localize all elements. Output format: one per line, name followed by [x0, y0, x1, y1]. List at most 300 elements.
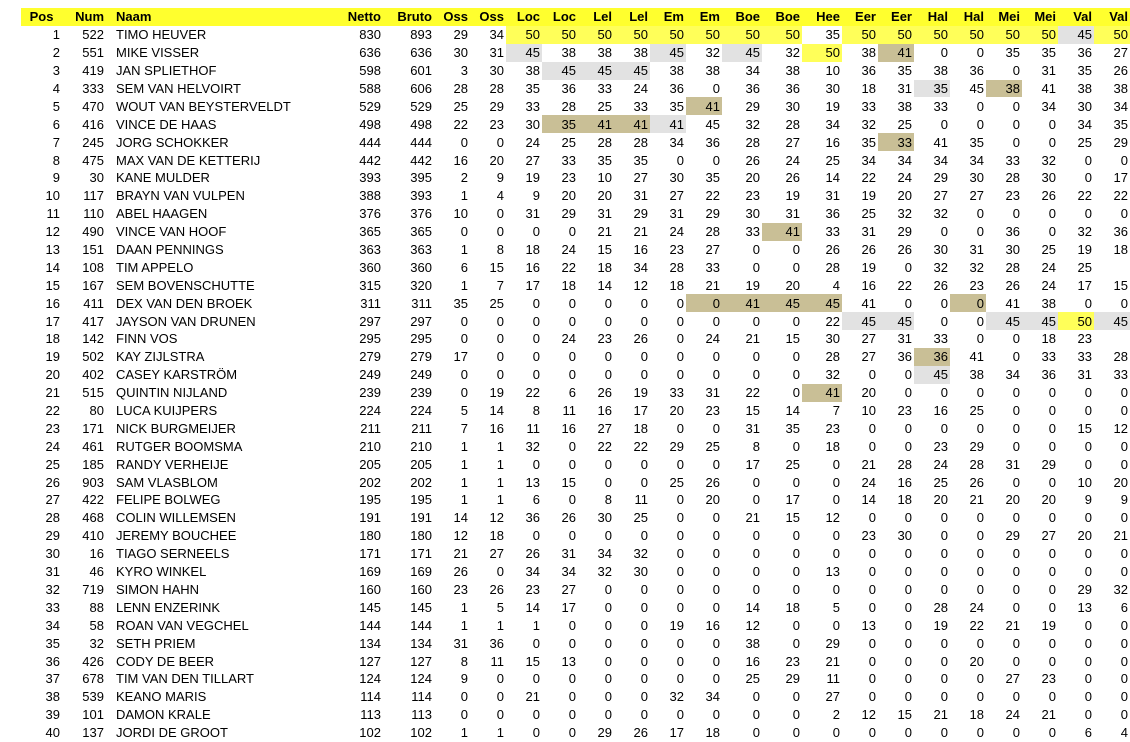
score-cell: 31: [669, 206, 684, 222]
rider-name-cell: SAM VLASBLOM: [116, 474, 218, 490]
score-cell: 0: [792, 438, 800, 454]
score-cell: 33: [705, 259, 720, 275]
score-cell: 24: [561, 242, 576, 258]
score-cell: 0: [712, 581, 720, 597]
rider-name-cell: SEM BOVENSCHUTTE: [116, 277, 255, 293]
score-cell: 35: [785, 420, 800, 436]
score-cell: 41: [1041, 81, 1056, 96]
score-cell: 25: [825, 152, 840, 168]
number-cell: 117: [83, 188, 104, 204]
score-cell: 34: [897, 152, 912, 168]
score-cell: 29: [1113, 134, 1128, 150]
score-cell: 17: [561, 599, 576, 615]
position-cell: 6: [52, 116, 60, 132]
number-cell: 108: [82, 259, 104, 275]
column-header: Naam: [106, 8, 332, 26]
number-cell: 461: [82, 438, 104, 454]
score-cell: 0: [832, 617, 840, 633]
score-cell: 0: [1012, 403, 1020, 419]
score-cell: 20: [785, 277, 800, 293]
score-cell: 0: [904, 671, 912, 687]
column-header: Oss: [434, 8, 470, 26]
score-cell: 0: [752, 492, 760, 508]
table-row: [21, 527, 1130, 545]
score-cell: 393: [359, 170, 381, 186]
score-cell: 29: [633, 206, 648, 222]
score-cell: 27: [933, 188, 948, 204]
number-cell: 470: [82, 98, 104, 114]
score-cell: 0: [676, 528, 684, 544]
number-cell: 515: [82, 385, 104, 401]
score-cell: 0: [792, 367, 800, 383]
position-cell: 13: [45, 242, 60, 258]
score-cell: 45: [1022, 312, 1058, 330]
score-cell: 34: [669, 134, 684, 150]
table-row: [21, 706, 1130, 724]
score-cell: 0: [496, 689, 504, 705]
score-cell: 0: [1120, 510, 1128, 526]
rider-name-cell: TIM APPELO: [116, 259, 194, 275]
score-cell: 20: [597, 188, 612, 204]
score-cell: 0: [676, 295, 684, 311]
score-cell: 16: [525, 259, 540, 275]
score-cell: 0: [752, 581, 760, 597]
table-row: [21, 223, 1130, 241]
score-cell: 28: [969, 456, 984, 472]
score-cell: 26: [633, 725, 648, 741]
score-cell: 0: [752, 725, 760, 741]
score-cell: 0: [1012, 581, 1020, 597]
score-cell: 0: [1084, 170, 1092, 186]
score-cell: 0: [676, 313, 684, 329]
score-cell: 0: [832, 546, 840, 562]
score-cell: 28: [745, 134, 760, 150]
score-cell: 0: [712, 671, 720, 687]
score-cell: 0: [1084, 707, 1092, 723]
score-cell: 0: [640, 474, 648, 490]
score-cell: 26: [1005, 277, 1020, 293]
number-cell: 475: [82, 152, 104, 168]
score-cell: 0: [792, 689, 800, 705]
score-cell: 24: [969, 599, 984, 615]
position-cell: 14: [45, 259, 60, 275]
score-cell: 0: [640, 635, 648, 651]
position-cell: 29: [45, 528, 60, 544]
score-cell: 16: [453, 152, 468, 168]
score-cell: 20: [669, 403, 684, 419]
score-cell: 0: [1012, 564, 1020, 580]
score-cell: 0: [1012, 63, 1020, 79]
score-cell: 169: [410, 564, 432, 580]
score-cell: 16: [933, 403, 948, 419]
score-cell: 28: [1113, 349, 1128, 365]
score-cell: 0: [1012, 385, 1020, 401]
score-cell: 0: [904, 546, 912, 562]
score-cell: 33: [597, 81, 612, 96]
score-cell: 11: [634, 492, 648, 508]
score-cell: 1: [460, 188, 468, 204]
score-cell: 0: [792, 725, 800, 741]
score-cell: 28: [597, 134, 612, 150]
score-cell: 0: [1012, 134, 1020, 150]
score-cell: 20: [745, 170, 760, 186]
score-cell: 11: [490, 653, 504, 669]
score-cell: 279: [410, 349, 432, 365]
table-row: [21, 115, 1130, 133]
score-cell: 32: [633, 546, 648, 562]
score-cell: 0: [752, 564, 760, 580]
score-cell: 38: [597, 45, 612, 61]
rider-name-cell: TIAGO SERNEELS: [116, 546, 230, 562]
score-cell: 0: [712, 367, 720, 383]
score-cell: 0: [568, 224, 576, 240]
position-cell: 3: [52, 63, 60, 79]
score-cell: 4: [1120, 725, 1128, 741]
score-cell: 23: [561, 170, 576, 186]
number-cell: 151: [82, 242, 104, 258]
score-cell: 33: [745, 224, 760, 240]
score-cell: 34: [933, 152, 948, 168]
score-cell: 0: [532, 349, 540, 365]
score-cell: 17: [633, 403, 648, 419]
score-cell: 36: [897, 349, 912, 365]
score-cell: 0: [904, 581, 912, 597]
score-cell: 0: [568, 617, 576, 633]
score-cell: 2: [832, 707, 840, 723]
position-cell: 23: [45, 420, 60, 436]
score-cell: 23: [745, 188, 760, 204]
score-cell: 0: [676, 349, 684, 365]
score-cell: 15: [1077, 420, 1092, 436]
score-cell: 311: [360, 295, 381, 311]
score-cell: 0: [1048, 438, 1056, 454]
score-cell: 210: [359, 438, 381, 454]
score-cell: 0: [1084, 564, 1092, 580]
score-cell: 0: [940, 420, 948, 436]
score-cell: 7: [460, 420, 468, 436]
score-cell: 195: [359, 492, 381, 508]
score-cell: 28: [669, 259, 684, 275]
position-cell: 5: [52, 98, 60, 114]
table-row: [21, 205, 1130, 223]
score-cell: 33: [933, 98, 948, 114]
score-cell: 0: [1012, 653, 1020, 669]
number-cell: 333: [82, 81, 104, 96]
score-cell: 19: [669, 617, 684, 633]
score-cell: 27: [969, 188, 984, 204]
score-cell: 27: [1113, 45, 1128, 61]
score-cell: 0: [676, 510, 684, 526]
score-cell: 0: [604, 617, 612, 633]
score-cell: 32: [597, 564, 612, 580]
score-cell: 12: [825, 510, 840, 526]
score-cell: 30: [825, 81, 840, 96]
score-cell: 24: [633, 81, 648, 96]
score-cell: 45: [842, 312, 878, 330]
rider-name-cell: SEM VAN HELVOIRT: [116, 81, 241, 96]
score-cell: 41: [578, 115, 614, 133]
score-cell: 205: [410, 456, 432, 472]
score-cell: 113: [411, 707, 432, 723]
score-cell: 0: [640, 295, 648, 311]
score-cell: 30: [1041, 170, 1056, 186]
score-cell: 25: [785, 456, 800, 472]
score-cell: 0: [460, 689, 468, 705]
rider-name-cell: JAN SPLIETHOF: [116, 63, 217, 79]
number-cell: 490: [82, 224, 104, 240]
score-cell: 127: [410, 653, 432, 669]
score-cell: 0: [1048, 653, 1056, 669]
score-cell: 0: [1120, 635, 1128, 651]
score-cell: 0: [1048, 420, 1056, 436]
score-cell: 0: [976, 725, 984, 741]
score-cell: 0: [460, 707, 468, 723]
score-cell: 0: [752, 313, 760, 329]
score-cell: 1: [460, 617, 468, 633]
rider-name-cell: BRAYN VAN VULPEN: [116, 188, 245, 204]
score-cell: 16: [745, 653, 760, 669]
score-cell: 33: [825, 224, 840, 240]
score-cell: 19: [825, 98, 840, 114]
score-cell: 0: [604, 456, 612, 472]
score-cell: 32: [525, 438, 540, 454]
score-cell: 0: [568, 635, 576, 651]
number-cell: 411: [83, 295, 104, 311]
score-cell: 5: [496, 599, 504, 615]
score-cell: 22: [897, 277, 912, 293]
score-cell: 23: [1077, 331, 1092, 347]
score-cell: 0: [460, 331, 468, 347]
score-cell: 18: [1041, 331, 1056, 347]
score-cell: 12: [453, 528, 468, 544]
rider-name-cell: KAY ZIJLSTRA: [116, 349, 205, 365]
score-cell: 31: [1041, 63, 1056, 79]
score-cell: 23: [489, 116, 504, 132]
score-cell: 31: [897, 331, 912, 347]
score-cell: 32: [1113, 581, 1128, 597]
score-cell: 0: [904, 420, 912, 436]
rider-name-cell: LENN ENZERINK: [116, 599, 221, 615]
score-cell: 38: [1113, 81, 1128, 96]
score-cell: 0: [792, 707, 800, 723]
score-cell: 17: [1113, 170, 1128, 186]
score-cell: 0: [976, 635, 984, 651]
score-cell: 38: [745, 635, 760, 651]
score-cell: 0: [496, 206, 504, 222]
score-cell: 50: [722, 26, 762, 44]
position-cell: 22: [45, 403, 60, 419]
score-cell: 202: [410, 474, 432, 490]
score-cell: 16: [489, 420, 504, 436]
score-cell: 30: [785, 98, 800, 114]
score-cell: 20: [969, 653, 984, 669]
score-cell: 19: [785, 188, 800, 204]
rider-name-cell: TIM VAN DEN TILLART: [116, 671, 254, 687]
score-cell: 9: [460, 671, 468, 687]
score-cell: 24: [861, 474, 876, 490]
score-cell: 31: [897, 81, 912, 96]
rider-name-cell: DEX VAN DEN BROEK: [116, 295, 253, 311]
score-cell: 0: [640, 689, 648, 705]
number-cell: 417: [82, 313, 104, 329]
score-cell: 18: [525, 242, 540, 258]
score-cell: 28: [705, 224, 720, 240]
score-cell: 29: [785, 671, 800, 687]
table-row: [21, 581, 1130, 599]
score-cell: 297: [359, 313, 381, 329]
score-cell: 19: [633, 385, 648, 401]
score-cell: 21: [745, 331, 760, 347]
number-cell: 468: [82, 510, 104, 526]
score-cell: 311: [411, 295, 432, 311]
number-cell: 16: [89, 546, 104, 562]
score-cell: 0: [1012, 725, 1020, 741]
number-cell: 402: [82, 367, 104, 383]
position-cell: 28: [45, 510, 60, 526]
score-cell: 29: [705, 206, 720, 222]
score-cell: 30: [969, 170, 984, 186]
score-cell: 0: [640, 367, 648, 383]
score-cell: 36: [489, 635, 504, 651]
score-cell: 34: [861, 152, 876, 168]
score-cell: 18: [785, 599, 800, 615]
rider-name-cell: COLIN WILLEMSEN: [116, 510, 236, 526]
rider-name-cell: MAX VAN DE KETTERIJ: [116, 152, 261, 168]
score-cell: 0: [532, 367, 540, 383]
score-cell: 8: [496, 242, 504, 258]
score-cell: 19: [1077, 242, 1092, 258]
score-cell: 50: [1094, 26, 1130, 44]
score-cell: 26: [1113, 63, 1128, 79]
score-cell: 14: [489, 403, 504, 419]
score-cell: 160: [359, 581, 381, 597]
rider-name-cell: KANE MULDER: [116, 170, 210, 186]
score-cell: 0: [904, 725, 912, 741]
number-cell: 539: [82, 689, 104, 705]
score-cell: 25: [933, 474, 948, 490]
position-cell: 27: [45, 492, 60, 508]
score-cell: 205: [359, 456, 381, 472]
score-cell: 24: [1041, 259, 1056, 275]
score-cell: 28: [633, 134, 648, 150]
score-cell: 50: [762, 26, 802, 44]
score-cell: 20: [897, 188, 912, 204]
rider-name-cell: CODY DE BEER: [116, 653, 215, 669]
score-cell: 25: [453, 98, 468, 114]
score-cell: 21: [1005, 617, 1020, 633]
score-cell: 16: [861, 277, 876, 293]
score-cell: 41: [802, 384, 842, 402]
score-cell: 0: [752, 349, 760, 365]
column-header: Netto: [332, 8, 383, 26]
position-cell: 10: [45, 188, 60, 204]
score-cell: 30: [1005, 242, 1020, 258]
score-cell: 22: [745, 385, 760, 401]
score-cell: 0: [868, 653, 876, 669]
score-cell: 144: [410, 617, 432, 633]
score-cell: 0: [1120, 206, 1128, 222]
score-cell: 0: [568, 367, 576, 383]
rider-name-cell: QUINTIN NIJLAND: [116, 385, 228, 401]
score-cell: 0: [976, 98, 984, 114]
table-row: [21, 312, 1130, 330]
score-cell: 16: [825, 134, 840, 150]
score-cell: 0: [712, 81, 720, 96]
score-cell: 38: [1077, 81, 1092, 96]
score-cell: 25: [897, 116, 912, 132]
number-cell: 410: [82, 528, 104, 544]
score-cell: 0: [1120, 403, 1128, 419]
score-cell: 14: [861, 492, 876, 508]
score-cell: 0: [1048, 206, 1056, 222]
score-cell: 0: [1084, 689, 1092, 705]
score-cell: 13: [561, 653, 576, 669]
score-cell: 0: [568, 528, 576, 544]
number-cell: 419: [82, 63, 104, 79]
score-cell: 12: [861, 707, 876, 723]
score-cell: 32: [705, 45, 720, 61]
score-cell: 38: [969, 367, 984, 383]
score-cell: 29: [745, 98, 760, 114]
score-cell: 27: [669, 188, 684, 204]
score-cell: 26: [633, 331, 648, 347]
score-cell: 35: [1113, 116, 1128, 132]
position-cell: 40: [45, 725, 60, 741]
score-cell: 124: [359, 671, 381, 687]
position-cell: 24: [45, 438, 60, 454]
score-cell: 14: [825, 170, 840, 186]
score-cell: 45: [1094, 312, 1130, 330]
score-cell: 38: [669, 63, 684, 79]
score-cell: 529: [359, 98, 381, 114]
score-cell: 279: [359, 349, 381, 365]
score-cell: 22: [825, 313, 840, 329]
score-cell: 18: [489, 528, 504, 544]
position-cell: 17: [45, 313, 60, 329]
score-cell: 20: [1041, 492, 1056, 508]
score-cell: 30: [1077, 98, 1092, 114]
score-cell: 0: [712, 599, 720, 615]
score-cell: 0: [676, 564, 684, 580]
score-cell: 22: [561, 259, 576, 275]
score-cell: 10: [825, 63, 840, 79]
position-cell: 4: [52, 81, 60, 96]
score-cell: 13: [861, 617, 876, 633]
score-cell: 36: [705, 134, 720, 150]
score-cell: 0: [496, 367, 504, 383]
score-cell: 0: [904, 635, 912, 651]
score-cell: 23: [897, 403, 912, 419]
score-cell: 41: [686, 97, 722, 115]
score-cell: 16: [897, 474, 912, 490]
score-cell: 50: [842, 26, 878, 44]
score-cell: 41: [614, 115, 650, 133]
score-cell: 0: [940, 295, 948, 311]
score-cell: 0: [496, 707, 504, 723]
score-cell: 14: [525, 599, 540, 615]
table-row: [21, 258, 1130, 276]
score-cell: 0: [1048, 403, 1056, 419]
standings-table: [21, 8, 1130, 742]
score-cell: 127: [359, 653, 381, 669]
rider-name-cell: JORG SCHOKKER: [116, 134, 229, 150]
score-cell: 12: [489, 510, 504, 526]
score-cell: 0: [1120, 456, 1128, 472]
score-cell: 0: [904, 599, 912, 615]
score-cell: 22: [525, 385, 540, 401]
score-cell: 18: [705, 725, 720, 741]
score-cell: 14: [597, 277, 612, 293]
